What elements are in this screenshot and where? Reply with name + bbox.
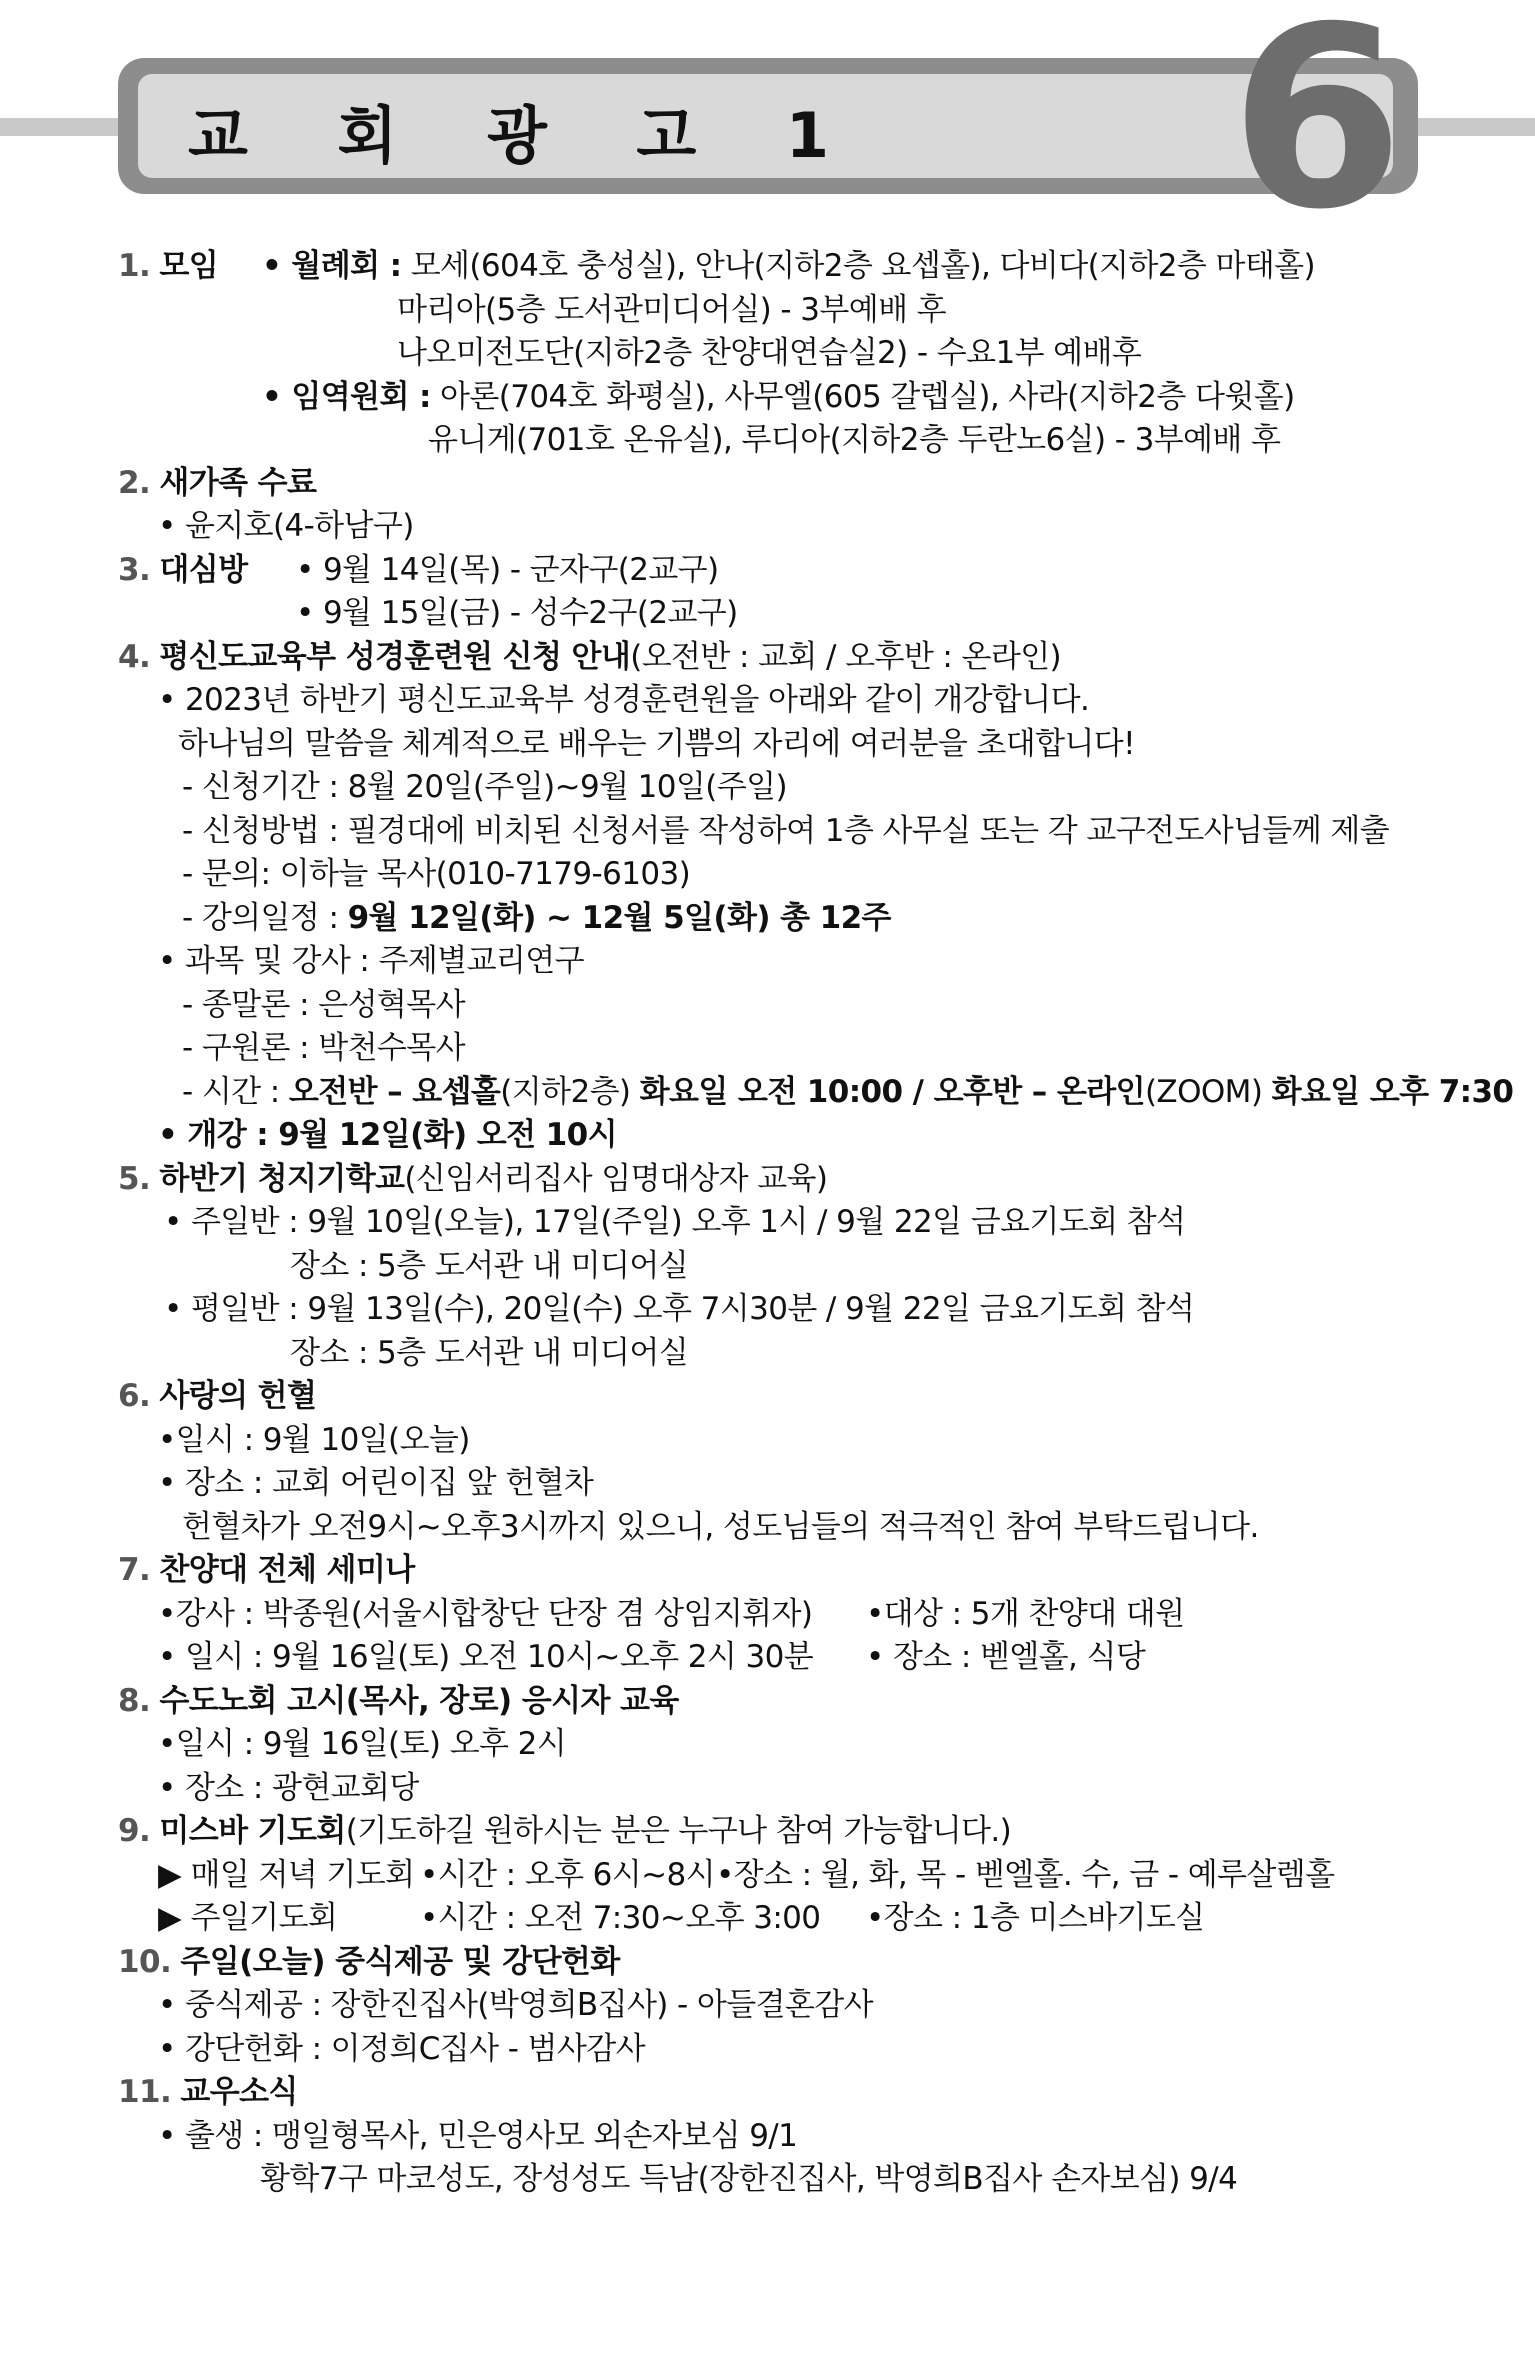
list-item: - 종말론 : 은성혁목사 [182, 987, 465, 1023]
section-title: 주일(오늘) 중식제공 및 강단헌화 [180, 1944, 620, 1980]
section-title: 대심방 [159, 552, 248, 588]
item-label: - 강의일정 : [182, 900, 348, 936]
list-item: • 출생 : 맹일형목사, 민은영사모 외손자보심 9/1 [158, 2118, 798, 2154]
list-item: 황학7구 마코성도, 장성성도 득남(장한진집사, 박영희B집사 손자보심) 9/4 [260, 2161, 1238, 2197]
section-number: 10. [118, 1944, 172, 1980]
section-8-heading [118, 1681, 679, 1721]
item-text: 화요일 오전 10:00 / 오후반 – 온라인 [639, 1074, 1145, 1110]
section-11-heading [118, 2072, 298, 2112]
list-item: ▶ 매일 저녁 기도회 [158, 1857, 415, 1893]
section-number: 7. [118, 1552, 151, 1588]
section-7-heading [118, 1550, 415, 1590]
list-item: •일시 : 9월 16일(토) 오후 2시 [158, 1726, 567, 1762]
list-item: •시간 : 오전 7:30~오후 3:00 [420, 1900, 821, 1936]
section-title: 교우소식 [180, 2074, 298, 2110]
list-item [182, 1072, 1513, 1112]
list-item: •강사 : 박종원(서울시합창단 단장 겸 상임지휘자) [158, 1596, 813, 1632]
section-number: 4. [118, 639, 151, 675]
list-item: • 개강 : 9월 12일(화) 오전 10시 [158, 1117, 617, 1153]
section-1-heading [118, 246, 218, 286]
item-text: 오전반 – 요셉홀 [288, 1074, 501, 1110]
section-2-heading [118, 463, 316, 503]
section-6-heading [118, 1376, 316, 1416]
item-text: 모세(604호 충성실), 안나(지하2층 요셉홀), 다비다(지하2층 마태홀) [401, 248, 1316, 284]
section-note: (신임서리집사 임명대상자 교육) [404, 1161, 828, 1197]
section-number: 1. [118, 248, 151, 284]
list-item [262, 377, 1295, 417]
item-label: • 월례회 : [262, 248, 402, 284]
section-number: 9. [118, 1813, 151, 1849]
list-item: • 장소 : 광현교회당 [158, 1770, 419, 1806]
list-item: • 일시 : 9월 16일(토) 오전 10시~오후 2시 30분 [158, 1639, 814, 1675]
section-title: 사랑의 헌혈 [159, 1378, 317, 1414]
item-text: (ZOOM) [1144, 1074, 1272, 1110]
list-item: • 주일반 : 9월 10일(오늘), 17일(주일) 오후 1시 / 9월 22일 금요기도회 참석 [164, 1204, 1186, 1240]
section-title: 수도노회 고시(목사, 장로) 응시자 교육 [159, 1683, 679, 1719]
section-title: 하반기 청지기학교 [159, 1161, 405, 1197]
section-number: 5. [118, 1161, 151, 1197]
list-item: 헌혈차가 오전9시~오후3시까지 있으니, 성도님들의 적극적인 참여 부탁드립니다. [182, 1509, 1259, 1545]
list-item [182, 898, 891, 938]
section-number: 2. [118, 465, 151, 501]
section-3-heading [118, 550, 247, 590]
list-item: •시간 : 오후 6시~8시 [420, 1857, 715, 1893]
item-text: 아론(704호 화평실), 사무엘(605 갈렙실), 사라(지하2층 다윗홀) [430, 379, 1295, 415]
list-item: - 문의: 이하늘 목사(010-7179-6103) [182, 856, 691, 892]
item-label: • 임역원회 : [262, 379, 431, 415]
list-item: •장소 : 1층 미스바기도실 [866, 1900, 1205, 1936]
list-item: • 9월 14일(목) - 군자구(2교구) [296, 552, 719, 588]
list-item: • 윤지호(4-하남구) [158, 508, 414, 544]
section-9-heading [118, 1811, 1011, 1851]
section-number: 8. [118, 1683, 151, 1719]
list-item: ▶ 주일기도회 [158, 1900, 338, 1936]
list-item: • 장소 : 벧엘홀, 식당 [866, 1639, 1146, 1675]
list-item: 마리아(5층 도서관미디어실) - 3부예배 후 [397, 292, 947, 328]
section-4-heading [118, 637, 1061, 677]
section-note: (오전반 : 교회 / 오후반 : 온라인) [630, 639, 1062, 675]
item-text: (지하2층) [500, 1074, 640, 1110]
section-title: 모임 [159, 248, 219, 284]
list-item: - 신청기간 : 8월 20일(주일)~9월 10일(주일) [182, 769, 787, 805]
list-item: 유니게(701호 온유실), 루디아(지하2층 두란노6실) - 3부예배 후 [428, 422, 1281, 458]
list-item: • 장소 : 교회 어린이집 앞 헌혈차 [158, 1465, 594, 1501]
list-item: 나오미전도단(지하2층 찬양대연습실2) - 수요1부 예배후 [397, 335, 1142, 371]
list-item: • 중식제공 : 장한진집사(박영희B집사) - 아들결혼감사 [158, 1987, 873, 2023]
list-item: 장소 : 5층 도서관 내 미디어실 [290, 1335, 689, 1371]
section-5-heading [118, 1159, 827, 1199]
list-item: 하나님의 말씀을 체계적으로 배우는 기쁨의 자리에 여러분을 초대합니다! [178, 726, 1135, 762]
list-item: • 강단헌화 : 이정희C집사 - 범사감사 [158, 2031, 645, 2067]
list-item: • 9월 15일(금) - 성수2구(2교구) [296, 595, 738, 631]
list-item: • 2023년 하반기 평신도교육부 성경훈련원을 아래와 같이 개강합니다. [158, 682, 1090, 718]
list-item: - 신청방법 : 필경대에 비치된 신청서를 작성하여 1층 사무실 또는 각 교구전도사님들께 제출 [182, 813, 1390, 849]
list-item: •대상 : 5개 찬양대 대원 [866, 1596, 1185, 1632]
section-number: 3. [118, 552, 151, 588]
item-text: 화요일 오후 7:30 [1271, 1074, 1514, 1110]
list-item: 장소 : 5층 도서관 내 미디어실 [290, 1248, 689, 1284]
section-title: 미스바 기도회 [159, 1813, 346, 1849]
page-number: 6 [1230, 0, 1404, 264]
item-text: 9월 12일(화) ~ 12월 5일(화) 총 12주 [347, 900, 891, 936]
list-item: • 평일반 : 9월 13일(수), 20일(수) 오후 7시30분 / 9월 22일 금요기도회 참석 [164, 1291, 1195, 1327]
list-item: •장소 : 월, 화, 목 - 벧엘홀. 수, 금 - 예루살렘홀 [716, 1857, 1335, 1893]
list-item: • 과목 및 강사 : 주제별교리연구 [158, 943, 584, 979]
section-number: 6. [118, 1378, 151, 1414]
page-title: 교 회 광 고 1 [188, 99, 864, 172]
list-item: - 구원론 : 박천수목사 [182, 1030, 465, 1066]
item-label: - 시간 : [182, 1074, 289, 1110]
list-item [262, 246, 1315, 286]
section-title: 찬양대 전체 세미나 [159, 1552, 415, 1588]
section-number: 11. [118, 2074, 172, 2110]
section-title: 새가족 수료 [159, 465, 317, 501]
list-item: •일시 : 9월 10일(오늘) [158, 1422, 470, 1458]
section-title: 평신도교육부 성경훈련원 신청 안내 [159, 639, 631, 675]
section-note: (기도하길 원하시는 분은 누구나 참여 가능합니다.) [345, 1813, 1012, 1849]
section-10-heading [118, 1942, 620, 1982]
